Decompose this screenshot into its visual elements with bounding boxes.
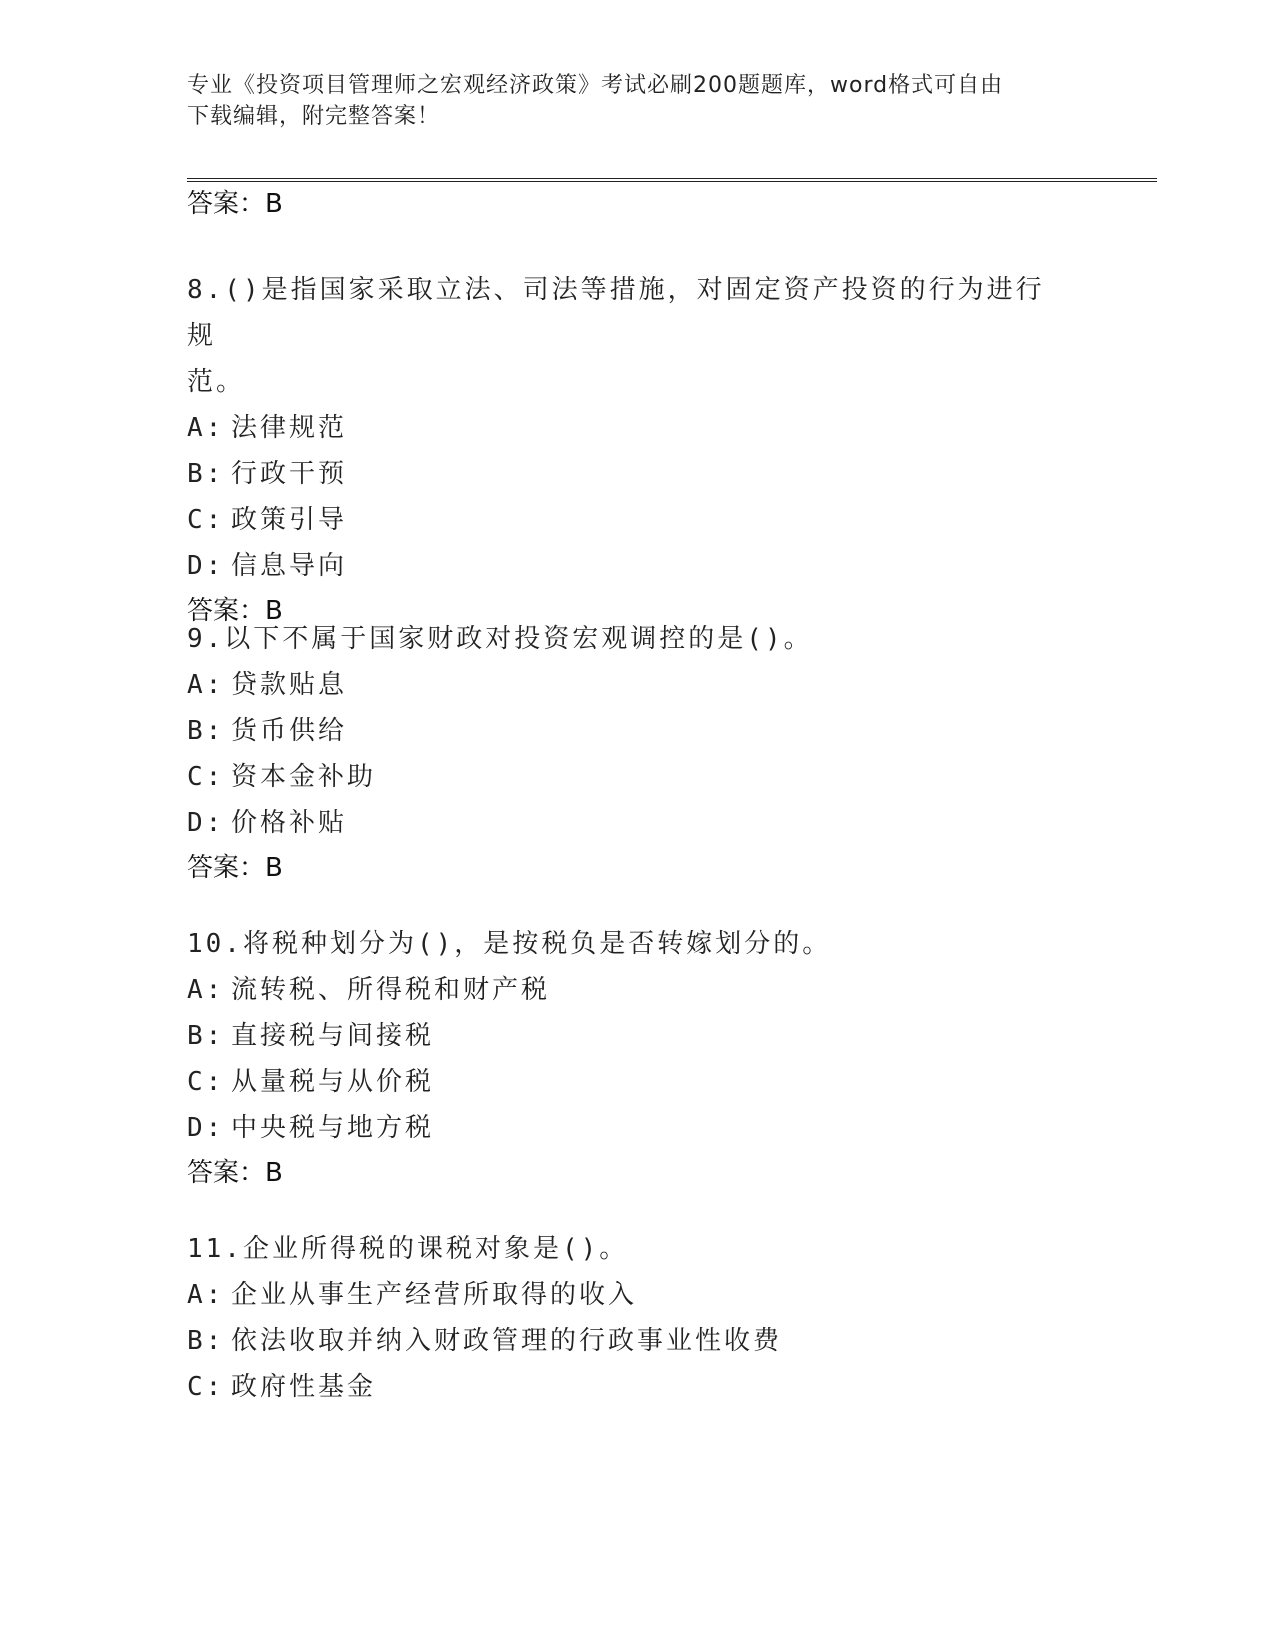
option-letter: B:	[187, 1021, 225, 1051]
option-text: 行政干预	[231, 459, 348, 489]
option-text: 直接税与间接税	[231, 1021, 435, 1051]
option-letter: C:	[187, 1372, 225, 1402]
answer-line: 答案：B	[187, 1158, 283, 1188]
question-text-line-1: 8.()是指国家采取立法、司法等措施，对固定资产投资的行为进行规	[187, 275, 1045, 351]
option-text: 信息导向	[231, 551, 348, 581]
question-text-line-2: 范。	[187, 367, 246, 397]
question-8	[187, 267, 1067, 633]
header-line-2: 下载编辑，附完整答案！	[187, 104, 441, 129]
option-a	[187, 967, 1067, 1013]
option-a	[187, 662, 1067, 708]
answer-line: 答案：B	[187, 596, 283, 626]
option-text: 政府性基金	[231, 1372, 377, 1402]
answer-line: 答案：B	[187, 853, 283, 883]
option-c	[187, 754, 1067, 800]
question-text	[187, 1226, 1067, 1272]
option-letter: A:	[187, 670, 225, 700]
option-d	[187, 1105, 1067, 1151]
option-text: 资本金补助	[231, 762, 377, 792]
question-text-line-1: 9.以下不属于国家财政对投资宏观调控的是()。	[187, 624, 813, 654]
answer-line: 答案：B	[187, 189, 283, 219]
question-9	[187, 616, 1067, 890]
option-b	[187, 708, 1067, 754]
previous-answer-block	[187, 182, 283, 226]
option-b	[187, 451, 1067, 497]
option-c	[187, 497, 1067, 543]
question-text	[187, 616, 1067, 662]
option-d	[187, 543, 1067, 589]
option-d	[187, 800, 1067, 846]
option-text: 贷款贴息	[231, 670, 348, 700]
option-c	[187, 1364, 1067, 1410]
question-10	[187, 921, 1067, 1195]
option-text: 价格补贴	[231, 808, 348, 838]
option-letter: C:	[187, 762, 225, 792]
option-letter: D:	[187, 551, 225, 581]
option-c	[187, 1059, 1067, 1105]
option-text: 政策引导	[231, 505, 348, 535]
option-a	[187, 1272, 1067, 1318]
header-divider	[187, 178, 1157, 182]
option-text: 依法收取并纳入财政管理的行政事业性收费	[231, 1326, 783, 1356]
question-text-line-1: 10.将税种划分为()，是按税负是否转嫁划分的。	[187, 929, 832, 959]
question-text-line-1: 11.企业所得税的课税对象是()。	[187, 1234, 629, 1264]
option-a	[187, 405, 1067, 451]
option-letter: D:	[187, 1113, 225, 1143]
option-letter: A:	[187, 1280, 225, 1310]
option-letter: B:	[187, 1326, 225, 1356]
option-text: 中央税与地方税	[231, 1113, 435, 1143]
option-text: 货币供给	[231, 716, 348, 746]
option-letter: A:	[187, 413, 225, 443]
header-line-1: 专业《投资项目管理师之宏观经济政策》考试必刷200题题库，word格式可自由	[187, 73, 1004, 98]
option-text: 流转税、所得税和财产税	[231, 975, 551, 1005]
option-letter: C:	[187, 505, 225, 535]
option-letter: D:	[187, 808, 225, 838]
question-text	[187, 267, 1067, 405]
option-letter: A:	[187, 975, 225, 1005]
option-text: 企业从事生产经营所取得的收入	[231, 1280, 638, 1310]
option-text: 法律规范	[231, 413, 348, 443]
question-11	[187, 1226, 1067, 1410]
option-text: 从量税与从价税	[231, 1067, 435, 1097]
question-text	[187, 921, 1067, 967]
document-header	[187, 70, 1087, 132]
option-letter: B:	[187, 459, 225, 489]
option-letter: C:	[187, 1067, 225, 1097]
option-b	[187, 1013, 1067, 1059]
option-letter: B:	[187, 716, 225, 746]
option-b	[187, 1318, 1067, 1364]
